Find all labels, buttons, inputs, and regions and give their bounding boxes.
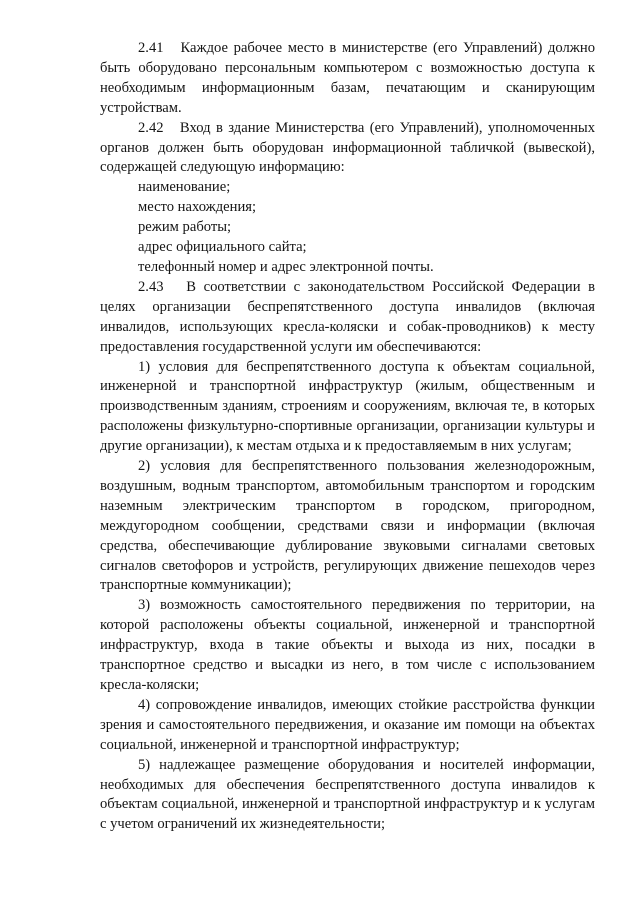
paragraph-2-42: 2.42 Вход в здание Министерства (его Управлений), уполномоченных органов должен быть оборудован информационной табличкой (вывеской), содержащей следующую информацию: xyxy=(100,119,595,176)
subitem-4: 4) сопровождение инвалидов, имеющих стойкие расстройства функции зрения и самостоятельного передвижения, и оказание им помощи на объектах социальной, инженерной и транспортной инфраструктур; xyxy=(100,696,595,753)
list-item-name: наименование; xyxy=(138,179,231,196)
subitem-1: 1) условия для беспрепятственного доступа к объектам социальной, инженерной и транспортной инфраструктур (жилым, общественным и производственным зданиям, строениям и сооружениям, включая те, в которых расположены физкультурно-спортивные организации, организации культуры и другие организации), к местам отдыха и к предоставляемым в них услугам; xyxy=(100,358,595,455)
list-item-website: адрес официального сайта; xyxy=(138,239,307,256)
subitem-2: 2) условия для беспрепятственного пользования железнодорожным, воздушным, водным транспортом, автомобильным транспортом и городским наземным электрическим транспортом в городском, пригородном, междугородном сообщении, средствами связи и информации (включая средства, обеспечивающие дублирование звуковыми сигналами световых сигналов светофоров и устройств, регулирующих движение пешеходов через транспортные коммуникации); xyxy=(100,458,595,594)
paragraph-2-41: 2.41 Каждое рабочее место в министерстве (его Управлений) должно быть оборудовано персональным компьютером с возможностью доступа к необходимым информационным базам, печатающим и сканирующим устройствам. xyxy=(100,40,595,116)
subitem-5: 5) надлежащее размещение оборудования и носителей информации, необходимых для обеспечения беспрепятственного доступа инвалидов к объектам социальной, инженерной и транспортной инфраструктур и к услугам с учетом ограничений их жизнедеятельности; xyxy=(100,756,595,833)
list-item-hours: режим работы; xyxy=(138,219,232,236)
list-item-contacts: телефонный номер и адрес электронной почты. xyxy=(138,258,434,275)
list-item-location: место нахождения; xyxy=(138,199,257,216)
subitem-3: 3) возможность самостоятельного передвижения по территории, на которой расположены объекты социальной, инженерной и транспортной инфраструктур, входа в такие объекты и выхода из них, посадки в транспортное средство и высадки из него, в том числе с использованием кресла-коляски; xyxy=(100,597,595,693)
paragraph-2-43: 2.43 В соответствии с законодательством Российской Федерации в целях организации беспрепятственного доступа инвалидов (включая инвалидов, использующих кресла-коляски и собак-проводников) к месту предоставления государственной услуги им обеспечиваются: xyxy=(100,278,595,355)
document-body xyxy=(100,39,595,835)
